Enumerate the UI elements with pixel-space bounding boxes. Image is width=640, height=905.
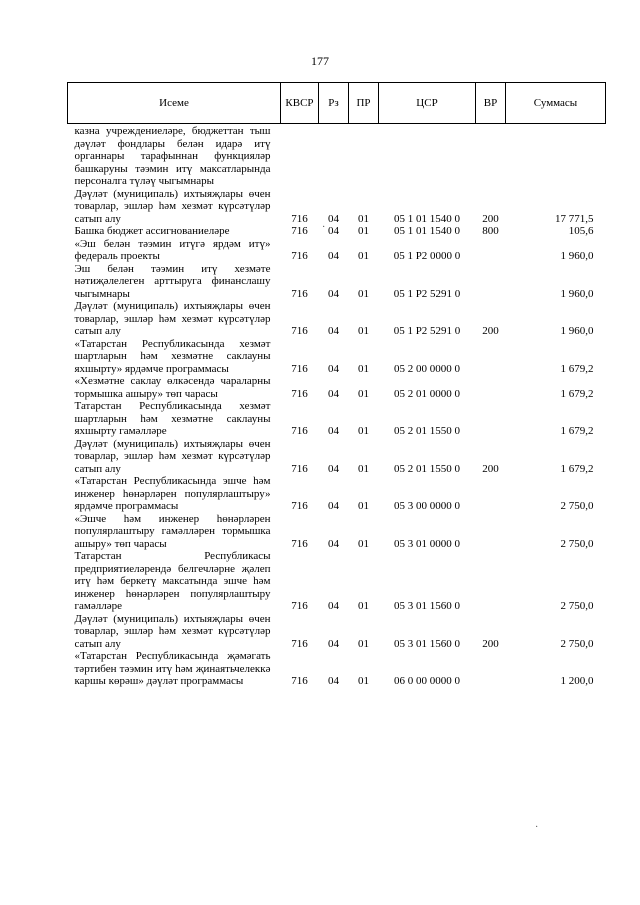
table-header-row: [68, 83, 606, 124]
budget-table: [67, 82, 606, 688]
row-vr: 200: [482, 212, 499, 225]
row-name: Дәүләт (муниципаль) ихтыяҗлары өчен товарлар, эшләр һәм хезмәт күрсәтүләр сатып алу: [74, 187, 271, 225]
row-vr: [476, 550, 506, 613]
row-kvsr: 716: [291, 362, 308, 375]
row-sum: 105,6: [568, 225, 594, 237]
header-csr: ЦСР: [379, 83, 476, 124]
row-vr: [476, 124, 506, 188]
table-row: [68, 300, 606, 338]
row-vr: [476, 375, 506, 400]
row-rz: 04: [328, 500, 339, 512]
row-pr: 01: [358, 325, 369, 337]
row-kvsr: 716: [291, 675, 308, 687]
row-name: «Хезмәтне саклау өлкәсендә чараларны тормышка ашыру» төп чарасы: [74, 375, 271, 400]
row-name: Эш белән тәэмин итү хезмәте нәтиҗәлелеген арттыруга финанслашу чыгымнары: [74, 262, 271, 300]
scan-speck: ·: [535, 822, 539, 833]
row-pr: 01: [358, 362, 369, 375]
row-name: «Татарстан Республикасында хезмәт шартларын һәм хезмәтне саклауны яхшырту» ярдәмче программасы: [74, 337, 271, 375]
row-vr: [476, 400, 506, 438]
row-rz: 04: [328, 325, 339, 337]
row-csr: [379, 124, 476, 188]
row-name: «Татарстан Республикасында эшче һәм инженер һөнәрләрен популярлаштыру» ярдәмче программасы: [74, 475, 271, 512]
row-sum: 1 200,0: [560, 675, 594, 687]
table-row: [68, 550, 606, 613]
row-pr: 01: [358, 537, 369, 550]
table-row: [68, 188, 606, 226]
row-kvsr: 716: [291, 500, 308, 512]
row-pr: 01: [358, 600, 369, 612]
row-kvsr: 716: [291, 537, 308, 550]
row-rz: 04: [328, 600, 339, 612]
row-kvsr: 716: [291, 462, 308, 475]
row-pr: 01: [358, 637, 369, 650]
row-name: Татарстан Республикасы предприятиеләрендә белгечләрне җәлеп итү һәм беркетү максатында эшче һәм инженер һөнәрләрен популярлаштыру гамәлләре: [74, 550, 271, 612]
table-row: [68, 475, 606, 513]
row-vr: [476, 263, 506, 301]
table-row: [68, 263, 606, 301]
row-vr: 200: [482, 325, 499, 337]
row-pr: 01: [358, 462, 369, 475]
header-name: Исеме: [68, 83, 281, 124]
row-rz: 04: [328, 387, 339, 400]
row-rz: 04: [328, 225, 339, 237]
row-csr: 05 1 01 1540 0: [394, 225, 460, 237]
row-csr: 06 0 00 0000 0: [394, 675, 460, 687]
row-csr: 05 3 01 1560 0: [394, 637, 460, 650]
row-vr: 800: [482, 225, 499, 237]
row-name: «Эш белән тәэмин итүгә ярдәм итү» федераль проекты: [74, 237, 271, 262]
table-row: [68, 124, 606, 188]
row-sum: 2 750,0: [560, 637, 594, 650]
row-vr: [476, 650, 506, 688]
row-sum: 1 679,2: [560, 462, 594, 475]
row-rz: 04: [328, 675, 339, 687]
row-pr: 01: [358, 425, 369, 437]
row-csr: 05 3 00 0000 0: [394, 500, 460, 512]
row-csr: 05 1 01 1540 0: [394, 212, 460, 225]
table-row: [68, 338, 606, 376]
row-kvsr: 716: [291, 600, 308, 612]
row-csr: 05 1 P2 5291 0: [393, 325, 461, 337]
row-name: казна учреждениеләре, бюджеттан тыш дәүләт фондлары белән идарә итү органнары тарафыннан функцияләр башкаруны тәэмин итү максатларында персоналга түләү чыгымнары: [74, 125, 271, 187]
row-name: «Эшче һәм инженер һөнәрләрен популярлаштыру гамәлләрен тормышка ашыру» төп чарасы: [74, 512, 271, 550]
row-name: Дәүләт (муниципаль) ихтыяҗлары өчен товарлар, эшләр һәм хезмәт күрсәтүләр сатып алу: [74, 612, 271, 650]
row-pr: 01: [358, 225, 369, 237]
row-pr: 01: [358, 287, 369, 300]
header-rz: Рз: [319, 83, 349, 124]
header-pr: ПР: [349, 83, 379, 124]
row-name: Татарстан Республикасында хезмәт шартларын һәм хезмәтне саклауны яхшырту гамәлләре: [74, 400, 271, 437]
row-kvsr: 716: [291, 637, 308, 650]
row-name: Дәүләт (муниципаль) ихтыяҗлары өчен товарлар, эшләр һәм хезмәт күрсәтүләр сатып алу: [74, 300, 271, 337]
scan-speck: ·: [322, 222, 326, 233]
row-kvsr: 716: [291, 387, 308, 400]
row-rz: 04: [328, 212, 339, 225]
row-vr: [476, 238, 506, 263]
row-name: «Татарстан Республикасында җәмәгать тәртибен тәэмин итү һәм җинаятьчелеккә каршы көрәш» дәүләт программасы: [74, 650, 271, 687]
row-kvsr: 716: [291, 250, 308, 262]
row-rz: 04: [328, 362, 339, 375]
row-kvsr: 716: [291, 212, 308, 225]
row-sum: 1 960,0: [560, 250, 594, 262]
row-rz: 04: [328, 250, 339, 262]
row-rz: 04: [328, 462, 339, 475]
row-sum: 1 960,0: [560, 287, 594, 300]
row-rz: [319, 124, 349, 188]
row-kvsr: 716: [291, 425, 308, 437]
row-kvsr: 716: [291, 287, 308, 300]
row-csr: 05 2 01 1550 0: [394, 462, 460, 475]
table-row: [68, 513, 606, 551]
row-pr: 01: [358, 500, 369, 512]
row-pr: 01: [358, 212, 369, 225]
row-csr: 05 1 P2 5291 0: [393, 287, 461, 300]
row-name: Дәүләт (муниципаль) ихтыяҗлары өчен товарлар, эшләр һәм хезмәт күрсәтүләр сатып алу: [74, 437, 271, 475]
row-sum: 17 771,5: [555, 212, 594, 225]
row-name: Башка бюджет ассигнованиеләре: [74, 225, 230, 237]
row-sum: 2 750,0: [560, 600, 594, 612]
row-pr: 01: [358, 387, 369, 400]
row-rz: 04: [328, 537, 339, 550]
row-pr: 01: [358, 250, 369, 262]
row-sum: 2 750,0: [560, 500, 594, 512]
table-row: [68, 650, 606, 688]
row-csr: 05 3 01 0000 0: [394, 537, 460, 550]
row-csr: 05 3 01 1560 0: [394, 600, 460, 612]
row-pr: 01: [358, 675, 369, 687]
row-sum: 1 679,2: [560, 387, 594, 400]
row-pr: [349, 124, 379, 188]
table-row: [68, 375, 606, 400]
table-row: [68, 438, 606, 476]
table-row: [68, 238, 606, 263]
row-kvsr: 716: [291, 325, 308, 337]
header-vr: ВР: [476, 83, 506, 124]
row-vr: 200: [482, 637, 499, 650]
row-csr: 05 2 00 0000 0: [394, 362, 460, 375]
table-row: [68, 400, 606, 438]
row-vr: [476, 513, 506, 551]
table-row: [68, 613, 606, 651]
row-sum: 1 679,2: [560, 362, 594, 375]
row-sum: 1 679,2: [560, 425, 594, 437]
row-csr: 05 2 01 0000 0: [394, 387, 460, 400]
row-rz: 04: [328, 425, 339, 437]
row-vr: [476, 338, 506, 376]
row-kvsr: [281, 124, 319, 188]
header-kvsr: КВСР: [281, 83, 319, 124]
row-vr: 200: [482, 462, 499, 475]
header-sum: Суммасы: [506, 83, 606, 124]
row-csr: 05 2 01 1550 0: [394, 425, 460, 437]
row-sum: [506, 124, 606, 188]
page-number: 177: [311, 54, 329, 68]
row-csr: 05 1 P2 0000 0: [393, 250, 461, 262]
row-vr: [476, 475, 506, 513]
row-rz: 04: [328, 287, 339, 300]
row-sum: 1 960,0: [560, 325, 594, 337]
table-row: [68, 225, 606, 238]
row-sum: 2 750,0: [560, 537, 594, 550]
row-rz: 04: [328, 637, 339, 650]
row-kvsr: 716: [291, 225, 308, 237]
